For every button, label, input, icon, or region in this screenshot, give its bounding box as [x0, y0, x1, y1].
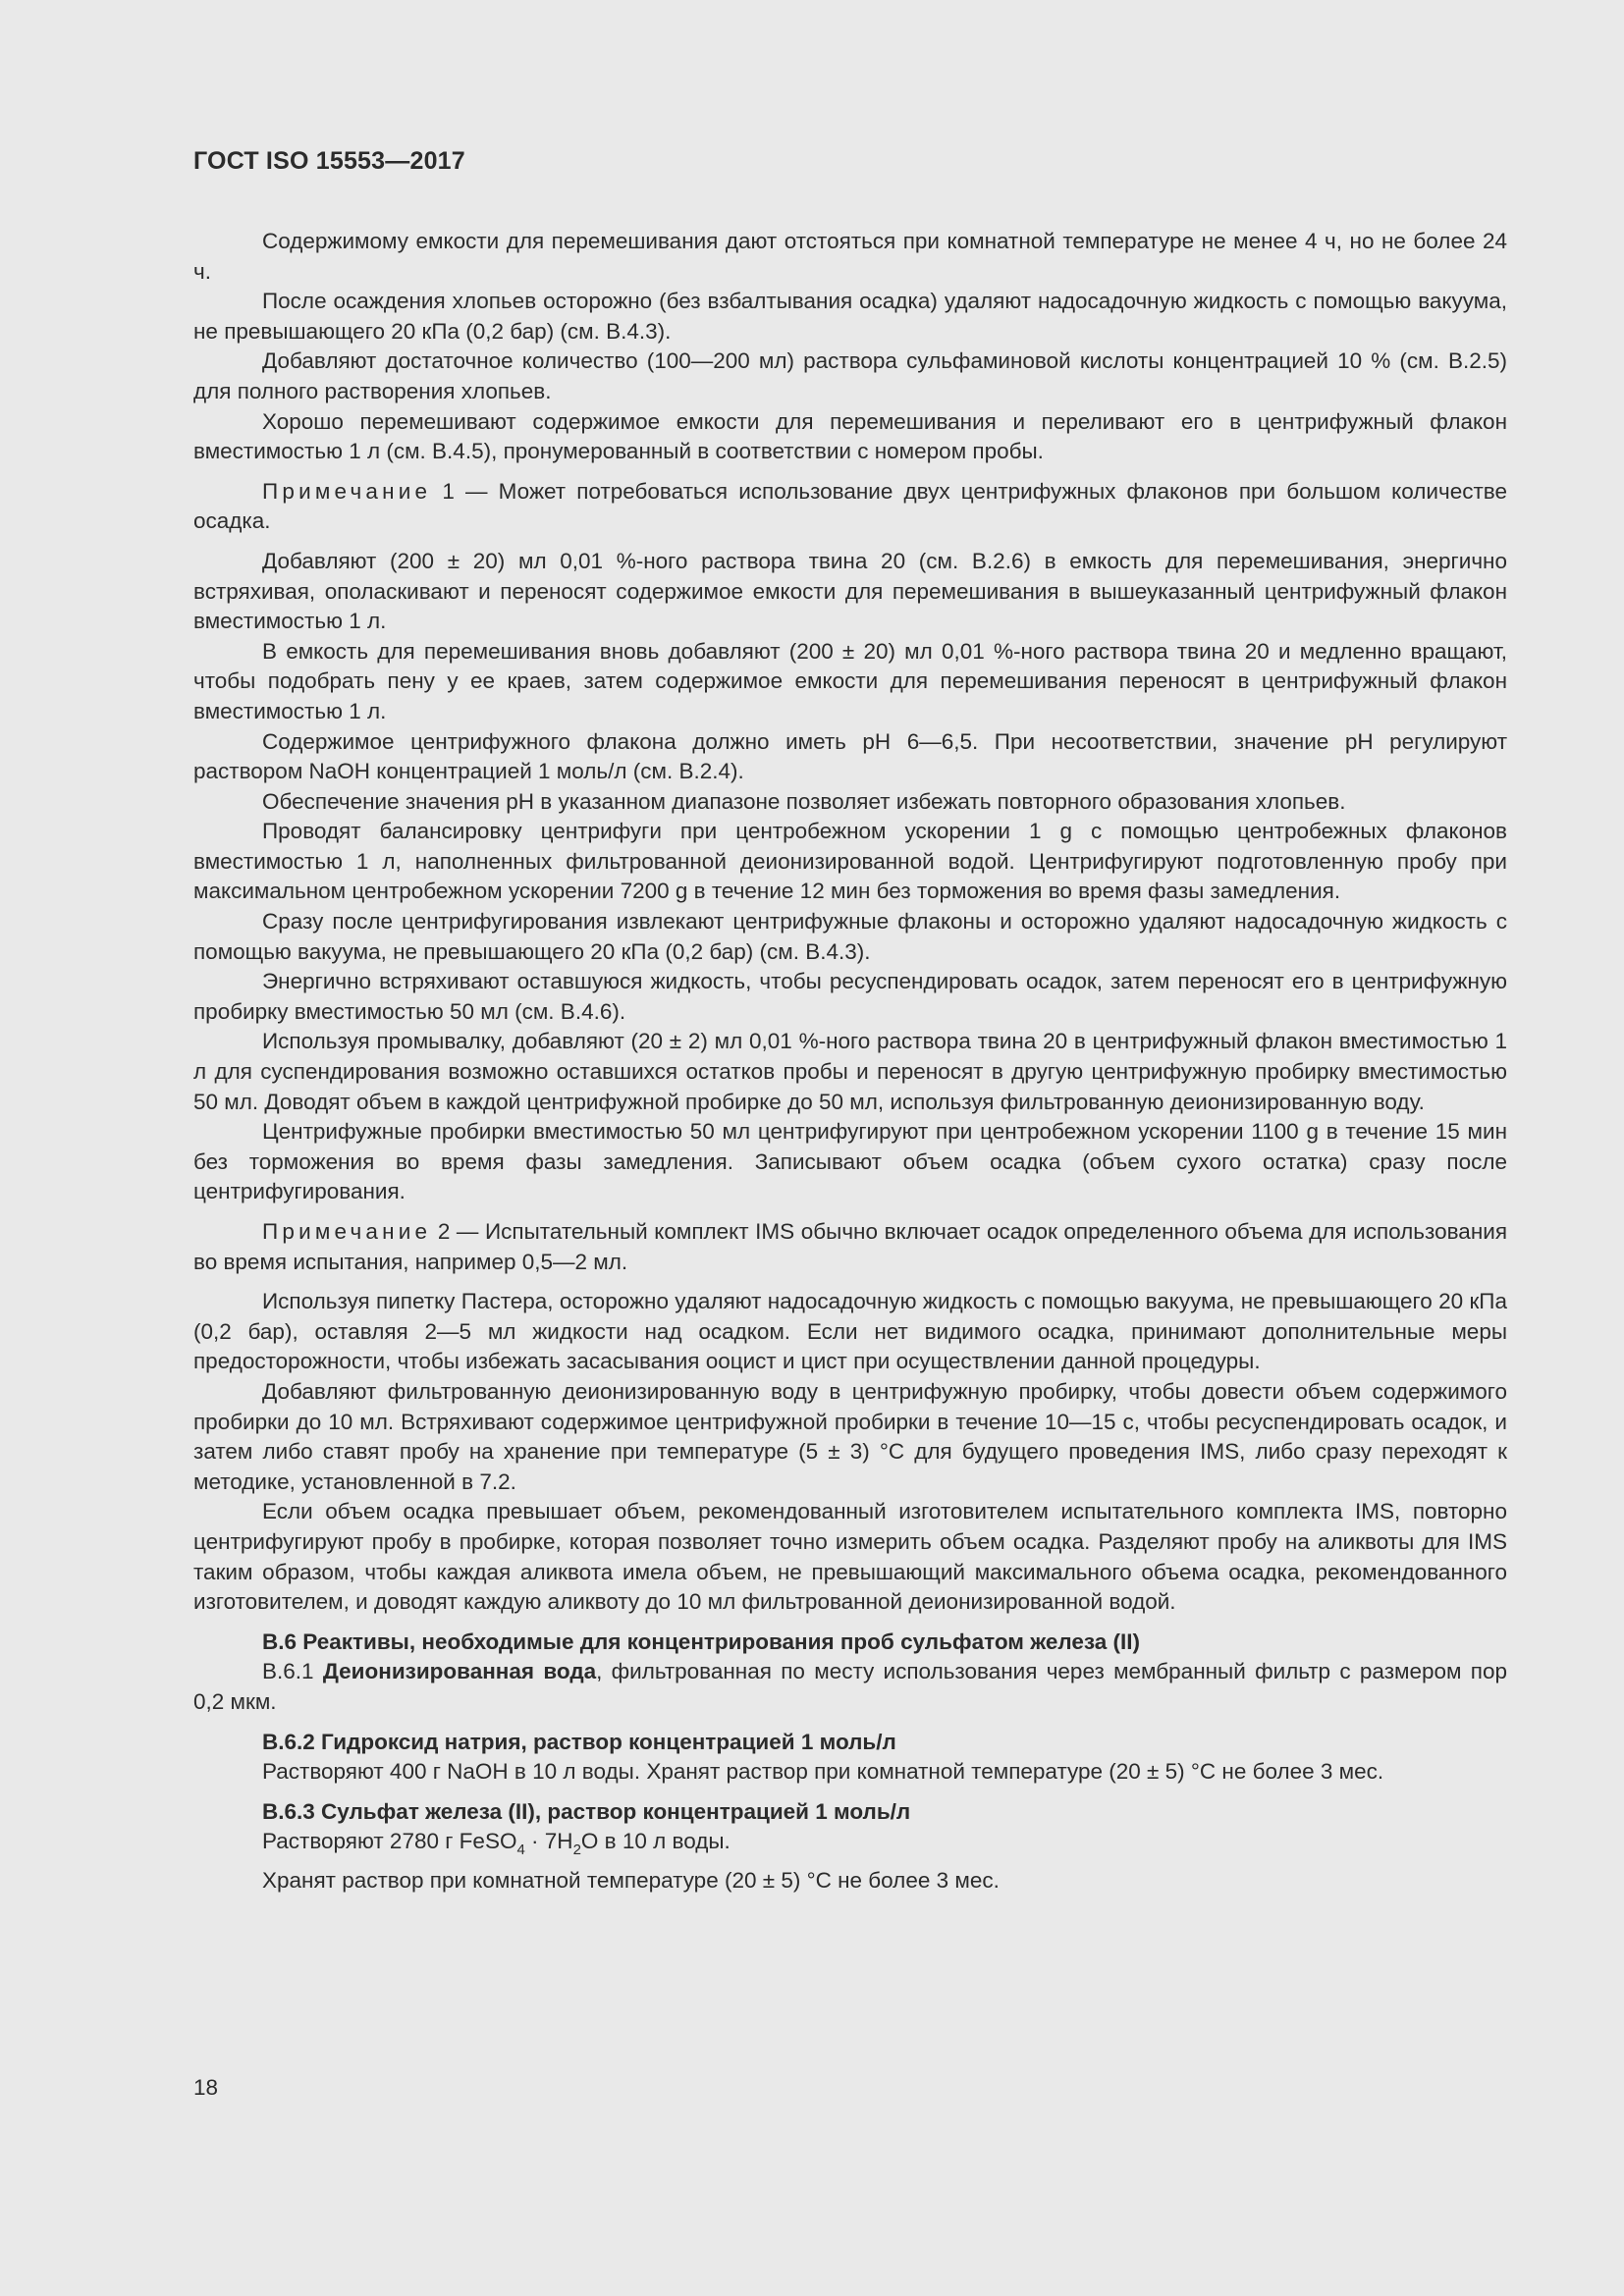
note-1	[193, 477, 1507, 537]
clause-text: , фильтрованная по месту использования через мембранный фильтр с размером пор 0,2 мкм.	[193, 1659, 1507, 1714]
clause-term: Деионизированная вода	[322, 1659, 597, 1684]
formula-text: · 7H	[524, 1829, 573, 1854]
note-label: Примечание	[262, 478, 432, 504]
clause-number: В.6.1	[262, 1659, 323, 1684]
paragraph: Центрифужные пробирки вместимостью 50 мл центрифугируют при центробежном ускорении 1100 g в течение 15 мин без торможения во время фазы замедления. Записывают объем осадка (объем сухого остатка) сразу после центрифугирования.	[193, 1119, 1507, 1204]
clause-b62-text: Растворяют 400 г NaOH в 10 л воды. Хранят раствор при комнатной температуре (20 ± 5) °С не более 3 мес.	[262, 1759, 1384, 1785]
note-2	[193, 1217, 1507, 1277]
paragraph: Хорошо перемешивают содержимое емкости для перемешивания и переливают его в центрифужный флакон вместимостью 1 л (см. В.4.5), пронумерованный в соответствии с номером пробы.	[193, 408, 1507, 464]
note-text: 1 — Может потребоваться использование двух центрифужных флаконов при большом количестве осадка.	[193, 478, 1507, 534]
paragraph: Обеспечение значения pH в указанном диапазоне позволяет избежать повторного образования хлопьев.	[262, 788, 1346, 814]
document-header: ГОСТ ISO 15553—2017	[193, 147, 465, 175]
formula-text: O в 10 л воды.	[580, 1829, 731, 1854]
note-text: 2 — Испытательный комплект IMS обычно включает осадок определенного объема для использования во время испытания, например 0,5—2 мл.	[193, 1219, 1507, 1274]
section-heading-b6: В.6 Реактивы, необходимые для концентрирования проб сульфатом железа (II)	[262, 1629, 1141, 1654]
clause-heading-b63: В.6.3 Сульфат железа (II), раствор концентрацией 1 моль/л	[262, 1798, 911, 1824]
paragraph: Добавляют достаточное количество (100—200 мл) раствора сульфаминовой кислоты концентрацией 10 % (см. В.2.5) для полного растворения хлопьев.	[193, 348, 1507, 403]
clause-b63-storage: Хранят раствор при комнатной температуре (20 ± 5) °С не более 3 мес.	[262, 1867, 1000, 1893]
clause-b61	[193, 1657, 1507, 1717]
paragraph: После осаждения хлопьев осторожно (без взбалтывания осадка) удаляют надосадочную жидкость с помощью вакуума, не превышающего 20 кПа (0,2 бар) (см. В.4.3).	[193, 289, 1507, 344]
paragraph: Энергично встряхивают оставшуюся жидкость, чтобы ресуспендировать осадок, затем переносят его в центрифужную пробирку вместимостью 50 мл (см. В.4.6).	[193, 969, 1507, 1024]
document-body	[193, 227, 1507, 1896]
paragraph: Проводят балансировку центрифуги при центробежном ускорении 1 g с помощью центробежных флаконов вместимостью 1 л, наполненных фильтрованной деионизированной водой. Центрифугируют подготовленную пробу при максимальном центробежном ускорении 7200 g в течение 12 мин без торможения во время фазы замедления.	[193, 819, 1507, 904]
paragraph: Используя промывалку, добавляют (20 ± 2) мл 0,01 %-ного раствора твина 20 в центрифужный флакон вместимостью 1 л для суспендирования возможно оставшихся остатков пробы и переносят в другую центрифужную пробирку вместимостью 50 мл. Доводят объем в каждой центрифужной пробирке до 50 мл, используя фильтрованную деионизированную воду.	[193, 1029, 1507, 1114]
paragraph: Если объем осадка превышает объем, рекомендованный изготовителем испытательного комплекта IMS, повторно центрифугируют пробу в пробирке, которая позволяет точно измерить объем осадка. Разделяют пробу на аликвоты для IMS таким образом, чтобы каждая аликвота имела объем, не превышающий максимального объема осадка, рекомендованного изготовителем, и доводят каждую аликвоту до 10 мл фильтрованной деионизированной водой.	[193, 1499, 1507, 1615]
page-number: 18	[193, 2075, 219, 2100]
paragraph: Используя пипетку Пастера, осторожно удаляют надосадочную жидкость с помощью вакуума, не превышающего 20 кПа (0,2 бар), оставляя 2—5 мл жидкости над осадком. Если нет видимого осадка, принимают дополнительные меры предосторожности, чтобы избежать засасывания ооцист и цист при осуществлении данной процедуры.	[193, 1289, 1507, 1374]
formula-subscript: 4	[516, 1842, 525, 1859]
paragraph: Содержимому емкости для перемешивания дают отстояться при комнатной температуре не менее 4 ч, но не более 24 ч.	[193, 229, 1507, 284]
clause-b63-formula	[193, 1827, 1507, 1866]
formula-text: Растворяют 2780 г FeSO	[262, 1829, 517, 1854]
paragraph: Добавляют (200 ± 20) мл 0,01 %-ного раствора твина 20 (см. В.2.6) в емкость для перемешивания, энергично встряхивая, ополаскивают и переносят содержимое емкости для перемешивания в вышеуказанный центрифужный флакон вместимостью 1 л.	[193, 548, 1507, 634]
paragraph: Содержимое центрифужного флакона должно иметь pH 6—6,5. При несоответствии, значение pH регулируют раствором NaOH концентрацией 1 моль/л (см. В.2.4).	[193, 728, 1507, 784]
paragraph: В емкость для перемешивания вновь добавляют (200 ± 20) мл 0,01 %-ного раствора твина 20 и медленно вращают, чтобы подобрать пену у ее краев, затем содержимое емкости для перемешивания переносят в центрифужный флакон вместимостью 1 л.	[193, 638, 1507, 723]
note-label: Примечание	[262, 1219, 432, 1244]
clause-heading-b62: В.6.2 Гидроксид натрия, раствор концентрацией 1 моль/л	[262, 1729, 896, 1754]
paragraph: Сразу после центрифугирования извлекают центрифужные флаконы и осторожно удаляют надосадочную жидкость с помощью вакуума, не превышающего 20 кПа (0,2 бар) (см. В.4.3).	[193, 909, 1507, 964]
paragraph: Добавляют фильтрованную деионизированную воду в центрифужную пробирку, чтобы довести объем содержимого пробирки до 10 мл. Встряхивают содержимое центрифужной пробирки в течение 10—15 с, чтобы ресуспендировать осадок, и затем либо ставят пробу на хранение при температуре (5 ± 3) °С для будущего проведения IMS, либо сразу переходят к методике, установленной в 7.2.	[193, 1378, 1507, 1494]
formula-subscript: 2	[572, 1842, 581, 1859]
